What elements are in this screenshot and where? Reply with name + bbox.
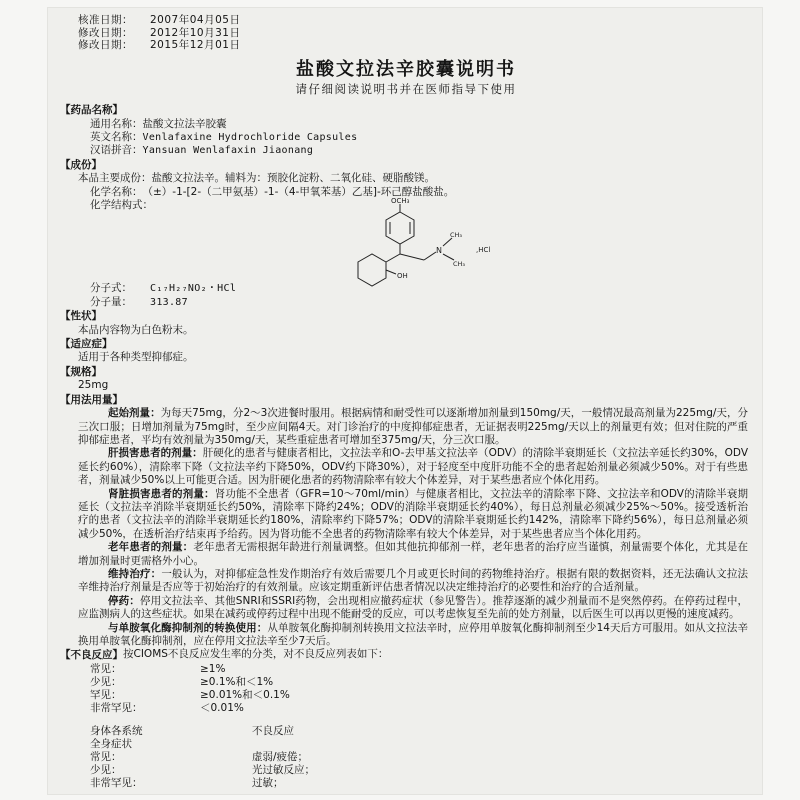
methyl-label: CH₃ (450, 231, 463, 240)
usage-renal-dose (60, 488, 752, 542)
n-bond (424, 252, 436, 260)
paragraph-lead: 肾脏损害患者的剂量： (108, 487, 215, 500)
row-value: Venlafaxine Hydrochloride Capsules (142, 132, 358, 143)
system-header-row (90, 725, 752, 738)
revision-date-row (78, 27, 752, 40)
section-header-spec: 【规格】 (60, 365, 102, 378)
cyclohexane-bond (386, 254, 400, 262)
adverse-intro: 按CIOMS不良反应发生率的分类，对不良反应列表如下： (123, 648, 389, 661)
spec-text: 25mg (78, 379, 109, 392)
document-body (60, 14, 752, 790)
row-label: 本品主要成份： (78, 172, 152, 185)
paragraph-lead: 维持治疗： (108, 567, 162, 580)
usage-hepatic-dose (60, 447, 752, 487)
usage-maintenance (60, 568, 752, 595)
paragraph-lead: 与单胺氧化酶抑制剂的转换使用： (108, 621, 268, 634)
row-label: 英文名称： (90, 131, 143, 143)
frequency-value: ≥0.01%和＜0.1% (200, 688, 290, 701)
main-ingredient-row (60, 172, 752, 185)
hydroxyl-bond (386, 270, 396, 274)
frequency-row (90, 663, 752, 676)
reaction-frequency: 非常罕见： (90, 776, 143, 789)
reaction-value: 虚弱/疲倦； (252, 750, 309, 763)
reaction-row (90, 764, 752, 777)
frequency-value: ＜0.01% (200, 701, 244, 714)
row-label: 通用名称： (90, 117, 143, 130)
section-header-drug-name: 【药品名称】 (60, 104, 123, 117)
usage-maoi-switching (60, 622, 752, 649)
section-header-adverse: 【不良反应】 (60, 649, 123, 662)
row-value: 盐酸文拉法辛胶囊 (142, 117, 227, 130)
paragraph-lead: 老年患者的剂量： (108, 541, 194, 554)
chemical-name-row (60, 186, 752, 199)
frequency-value: ≥0.1%和＜1% (200, 675, 274, 688)
reaction-row (90, 751, 752, 764)
system-table (60, 725, 752, 790)
paragraph-text: 为每天75mg，分2～3次进餐时服用。根据病情和耐受性可以逐渐增加剂量到150mg/天，一般情况最高剂量为225mg/天，分三次口服；日增加剂量为75mg时，至少应间隔4天。对门诊治疗的中度抑郁症患者，无证据表明225mg/天以上的剂量更有效；但对住院的严重抑郁症患者，平均有效剂量为350mg/天，某些重症患者可增加至375mg/天，分三次口服。 (78, 407, 749, 446)
date-label: 核准日期： (78, 14, 133, 26)
molecular-weight-row (60, 296, 752, 309)
date-value: 2015年12月01日 (150, 39, 241, 52)
paragraph-lead: 起始剂量： (108, 407, 161, 420)
methyl-label: CH₃ (453, 260, 466, 269)
row-label: 化学结构式： (90, 199, 153, 212)
row-value: C₁₇H₂₇NO₂・HCl (150, 283, 237, 295)
paragraph-text: 肾功能不全患者（GFR=10～70ml/min）与健康者相比，文拉法辛的清除率下降、文拉法辛和ODV的清除半衰期延长（文拉法辛消除半衰期延长约50%，清除率下降约24%；ODV的消除半衰期延长约40%），每日总剂量必须减少25%～50%。接受透析治疗的患者（文拉法辛的消除半衰期延长约180%，清除率约下降57%；ODV的清除半衰期延长约142%，清除率下降约56%），每日总剂量必须减少50%，在透析治疗结束再予给药。因为肾功能不全患者的药物清除率有较大个体差异，对于某些患者应当个体化用药。 (78, 487, 748, 540)
date-value: 2007年04月05日 (150, 14, 241, 26)
cyclohexane-ring (358, 254, 386, 286)
nitrogen-label: N (436, 246, 442, 256)
frequency-value: ≥1% (200, 662, 226, 675)
frequency-row (90, 676, 752, 689)
frequency-row (90, 689, 752, 702)
approval-date-row (78, 14, 752, 27)
row-value: 盐酸文拉法辛。辅料为：预胶化淀粉、二氧化硅、硬脂酸镁。 (151, 172, 435, 185)
section-header-indication: 【适应症】 (60, 338, 113, 351)
property-text: 本品内容物为白色粉末。 (78, 323, 194, 336)
frequency-table (60, 663, 752, 715)
reaction-frequency: 常见： (90, 750, 122, 763)
usage-elderly-dose (60, 541, 752, 568)
section-header-usage: 【用法用量】 (60, 393, 123, 406)
reaction-column-header: 不良反应 (252, 724, 294, 737)
system-group-row (90, 738, 752, 751)
row-value: 313.87 (150, 296, 188, 308)
revision-date-row (78, 39, 752, 52)
row-label: 分子量： (90, 295, 132, 308)
pinyin-name-row (60, 144, 752, 157)
generic-name-row (60, 118, 752, 131)
reaction-value: 过敏； (252, 776, 284, 789)
paragraph-text: 停用文拉法辛、其他SNRI和SSRI药物，会出现相应撤药症状（参见警告）。推荐逐渐的减少剂量而不是突然停药。在停药过程中，应监测病人的这些症状。如果在减药或停药过程中出现不能耐受的反应，可以考虑恢复至先前的处方剂量，以后医生可以再以更慢的速度减药。 (78, 594, 748, 621)
reaction-frequency: 少见： (90, 763, 122, 776)
row-label: 分子式： (90, 282, 132, 295)
system-column-header: 身体各系统 (90, 724, 143, 737)
row-label: 汉语拼音： (90, 144, 143, 157)
frequency-label: 少见： (90, 675, 122, 688)
indication-text: 适用于各种类型抑郁症。 (78, 351, 194, 364)
date-value: 2012年10月31日 (150, 26, 241, 39)
paragraph-text: 从单胺氧化酶抑制剂转换用文拉法辛时，应停用单胺氧化酶抑制剂至少14天后方可服用。如从文拉法辛换用单胺氧化酶抑制剂，应在停用文拉法辛至少7天后。 (78, 621, 749, 647)
usage-discontinuation (60, 595, 752, 622)
paragraph-text: 老年患者无需根据年龄进行剂量调整。但如其他抗抑郁剂一样，老年患者的治疗应当谨慎，剂量需要个体化，尤其是在增加剂量时更需格外小心。 (78, 541, 749, 567)
paragraph-text: 肝硬化的患者与健康者相比，文拉法辛和O-去甲基文拉法辛（ODV）的清除半衰期延长（文拉法辛延长约30%，ODV延长约60%），清除率下降（文拉法辛约下降50%，ODV约下降30%），对于轻度至中度肝功能不全的患者起始剂量必须减少50%。对于有些患者，剂量减少50%以上可能更合适。因为肝硬化患者的药物清除率有较大个体差异，对于某些患者应个体化用药。 (78, 447, 748, 487)
document-title: 盐酸文拉法辛胶囊说明书 (296, 58, 516, 80)
methoxy-label: OCH₃ (391, 198, 410, 206)
frequency-label: 常见： (90, 662, 122, 675)
section-header-ingredients: 【成份】 (60, 158, 102, 171)
reaction-row (90, 777, 752, 790)
row-label: 化学名称： (90, 185, 143, 198)
reaction-value: 光过敏反应； (252, 763, 315, 776)
frequency-label: 罕见： (90, 688, 122, 701)
date-block (78, 14, 752, 52)
paragraph-lead: 肝损害患者的剂量： (108, 447, 203, 460)
paragraph-text: 一般认为，对抑郁症急性发作期治疗有效后需要几个月或更长时间的药物维持治疗。根据有限的数据资料，还无法确认文拉法辛维持治疗剂量是否应等于初始治疗的有效剂量。应该定期重新评估患者情况以决定维持治疗的必要性和治疗的合适剂量。 (78, 567, 749, 594)
section-header-property: 【性状】 (60, 310, 102, 323)
frequency-row (90, 702, 752, 715)
frequency-label: 非常罕见： (90, 701, 143, 714)
label-sheet (48, 8, 762, 794)
date-label: 修改日期： (78, 26, 133, 39)
hydroxyl-label: OH (397, 272, 408, 281)
english-name-row (60, 131, 752, 144)
system-group-label: 全身症状 (90, 737, 132, 750)
usage-initial-dose (60, 407, 752, 447)
hcl-label: ,HCl (476, 246, 491, 255)
document-subtitle: 请仔细阅读说明书并在医师指导下使用 (295, 81, 517, 96)
date-label: 修改日期： (78, 39, 133, 52)
adverse-header-row (60, 648, 752, 662)
row-value: （±）-1-[2-（二甲氨基）-1-（4-甲氧苯基）乙基]-环己醇盐酸盐。 (142, 185, 455, 198)
paragraph-lead: 停药： (108, 594, 140, 607)
methyl-bond (443, 238, 452, 246)
row-value: Yansuan Wenlafaxin Jiaonang (142, 145, 314, 157)
chain-bond (400, 254, 424, 260)
venlafaxine-structure-diagram (300, 198, 520, 294)
